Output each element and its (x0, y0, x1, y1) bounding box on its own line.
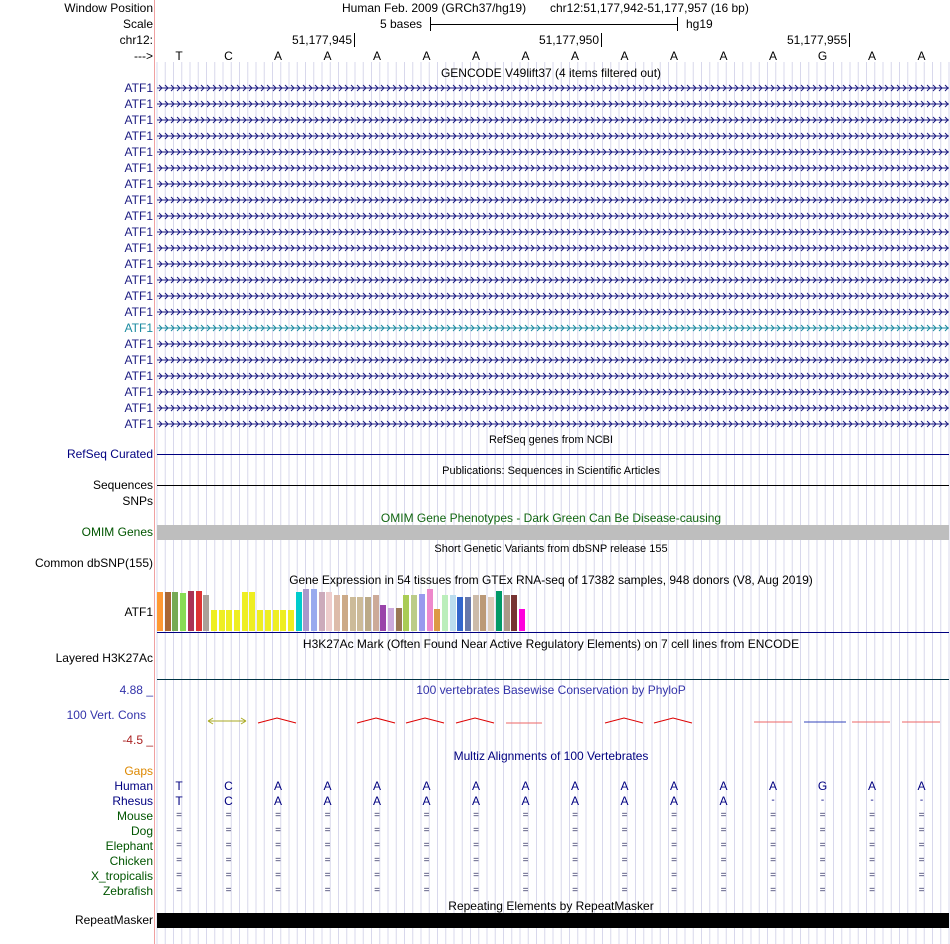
multiz-aligned-base: = (671, 810, 677, 821)
multiz-aligned-base: = (918, 840, 925, 851)
window-position-label: Window Position (64, 1, 153, 15)
multiz-aligned-base: A (669, 794, 678, 808)
multiz-aligned-base: = (522, 885, 529, 896)
multiz-aligned-base: = (473, 885, 479, 896)
phylop-score-mark (605, 718, 643, 723)
repeatmasker-bar[interactable] (157, 913, 949, 928)
gencode-title: GENCODE V49lift37 (4 items filtered out) (440, 66, 662, 80)
multiz-aligned-base: = (225, 840, 232, 851)
multiz-aligned-base: = (374, 885, 380, 896)
multiz-species-label[interactable]: Dog (130, 824, 153, 838)
multiz-aligned-base: = (819, 810, 826, 821)
multiz-aligned-base: = (621, 840, 628, 851)
multiz-aligned-base: = (770, 870, 776, 881)
multiz-species-label[interactable]: Elephant (105, 839, 153, 853)
sequence-base: A (669, 49, 678, 63)
chrom-label: chr12: (119, 33, 153, 47)
multiz-aligned-base: A (323, 779, 332, 793)
multiz-aligned-base: A (521, 779, 530, 793)
multiz-aligned-base: A (570, 779, 579, 793)
phylop-score-mark (654, 718, 692, 723)
omim-title: OMIM Gene Phenotypes - Dark Green Can Be Disease-causing (380, 511, 722, 525)
multiz-aligned-base: A (867, 779, 876, 793)
sequence-base: A (422, 49, 431, 63)
multiz-title: Multiz Alignments of 100 Vertebrates (453, 749, 649, 763)
multiz-species-label[interactable]: Rhesus (112, 794, 153, 808)
multiz-aligned-base: = (324, 885, 331, 896)
multiz-aligned-base: = (621, 885, 628, 896)
gencode-transcript-label[interactable]: ATF1 (124, 305, 153, 319)
multiz-aligned-base: = (225, 855, 232, 866)
sequence-base: A (372, 49, 381, 63)
multiz-aligned-base: = (176, 855, 182, 866)
multiz-aligned-base: = (572, 825, 578, 836)
refseq-title: RefSeq genes from NCBI (488, 434, 614, 446)
multiz-aligned-base: = (572, 870, 578, 881)
conservation-max: 4.88 _ (119, 683, 153, 697)
publications-title: Publications: Sequences in Scientific Articles (442, 465, 660, 477)
sequence-base: A (570, 49, 579, 63)
multiz-aligned-base: = (819, 855, 826, 866)
multiz-aligned-base: A (422, 794, 431, 808)
multiz-aligned-base: = (522, 810, 529, 821)
multiz-aligned-base: = (572, 840, 578, 851)
multiz-aligned-base: = (770, 810, 776, 821)
gtex-title: Gene Expression in 54 tissues from GTEx RNA-seq of 17382 samples, 948 donors (V8, Aug 2019) (289, 573, 813, 587)
gencode-transcript-label[interactable]: ATF1 (124, 193, 153, 207)
multiz-aligned-base: = (869, 885, 875, 896)
multiz-aligned-base: = (720, 840, 727, 851)
conservation-min: -4.5 _ (122, 733, 153, 747)
sequence-base: T (175, 49, 183, 63)
gencode-transcript-label[interactable]: ATF1 (124, 241, 153, 255)
refseq-label[interactable]: RefSeq Curated (66, 447, 153, 461)
sequence-base: C (224, 49, 233, 63)
multiz-species-label[interactable]: X_tropicalis (90, 869, 153, 883)
multiz-aligned-base: = (819, 885, 826, 896)
gencode-transcript-label[interactable]: ATF1 (124, 81, 153, 95)
multiz-aligned-base: = (374, 810, 380, 821)
multiz-aligned-base: = (225, 810, 232, 821)
multiz-aligned-base: = (869, 855, 875, 866)
repeatmasker-title: Repeating Elements by RepeatMasker (448, 899, 654, 913)
multiz-aligned-base: = (374, 855, 380, 866)
multiz-species-label[interactable]: Zebrafish (102, 884, 153, 898)
position-readout: chr12:51,177,942-51,177,957 (16 bp) (550, 1, 749, 15)
multiz-aligned-base: - (820, 795, 825, 806)
multiz-aligned-base: = (572, 810, 578, 821)
multiz-species-label[interactable]: Human (114, 779, 153, 793)
multiz-aligned-base: = (473, 840, 479, 851)
multiz-aligned-base: = (522, 840, 529, 851)
gencode-transcript-label[interactable]: ATF1 (124, 273, 153, 287)
scale-db: hg19 (686, 17, 713, 31)
multiz-aligned-base: - (870, 795, 874, 806)
multiz-aligned-base: = (176, 825, 182, 836)
multiz-aligned-base: = (225, 885, 232, 896)
multiz-aligned-base: = (819, 870, 826, 881)
multiz-aligned-base: = (720, 870, 727, 881)
multiz-aligned-base: = (225, 870, 232, 881)
multiz-aligned-base: = (621, 870, 628, 881)
conservation-label[interactable]: 100 Vert. Cons (66, 708, 146, 722)
multiz-aligned-base: A (917, 779, 926, 793)
multiz-aligned-base: = (671, 840, 677, 851)
multiz-aligned-base: = (275, 840, 281, 851)
multiz-aligned-base: = (374, 825, 380, 836)
multiz-aligned-base: A (273, 794, 282, 808)
tick-label-2: 51,177,950 (538, 33, 599, 47)
multiz-aligned-base: = (423, 840, 430, 851)
multiz-aligned-base: = (671, 885, 677, 896)
multiz-aligned-base: - (919, 795, 924, 806)
multiz-aligned-base: = (473, 810, 479, 821)
multiz-aligned-base: = (275, 810, 281, 821)
multiz-aligned-base: = (819, 840, 826, 851)
multiz-aligned-base: A (669, 779, 678, 793)
repeatmasker-label[interactable]: RepeatMasker (74, 913, 153, 927)
multiz-aligned-base: = (522, 825, 529, 836)
multiz-aligned-base: = (473, 825, 479, 836)
multiz-aligned-base: = (225, 825, 232, 836)
multiz-aligned-base: = (572, 885, 578, 896)
multiz-aligned-base: = (621, 810, 628, 821)
multiz-aligned-base: = (918, 870, 925, 881)
gencode-transcript-label[interactable]: ATF1 (124, 369, 153, 383)
sequence-base: A (521, 49, 530, 63)
multiz-aligned-base: A (521, 794, 530, 808)
multiz-aligned-base: = (671, 870, 677, 881)
gencode-transcript-label[interactable]: ATF1 (124, 321, 153, 335)
multiz-aligned-base: = (671, 855, 677, 866)
multiz-aligned-base: = (869, 810, 875, 821)
gencode-transcript-label[interactable]: ATF1 (124, 209, 153, 223)
gencode-transcript-label[interactable]: ATF1 (124, 257, 153, 271)
multiz-aligned-base: A (422, 779, 431, 793)
multiz-aligned-base: = (473, 855, 479, 866)
multiz-aligned-base: = (720, 810, 727, 821)
multiz-aligned-base: G (817, 779, 828, 793)
multiz-aligned-base: A (471, 794, 480, 808)
multiz-species-label[interactable]: Mouse (116, 809, 153, 823)
multiz-aligned-base: = (770, 885, 776, 896)
sequence-base: A (273, 49, 282, 63)
multiz-aligned-base: A (620, 794, 629, 808)
multiz-aligned-base: = (869, 870, 875, 881)
gencode-transcript-label[interactable]: ATF1 (124, 225, 153, 239)
multiz-aligned-base: = (423, 885, 430, 896)
phylop-score-mark (406, 718, 444, 723)
conservation-title: 100 vertebrates Basewise Conservation by PhyloP (416, 683, 686, 697)
multiz-aligned-base: = (671, 825, 677, 836)
gencode-transcript-label[interactable]: ATF1 (124, 177, 153, 191)
sequence-base: A (323, 49, 332, 63)
multiz-aligned-base: = (918, 855, 925, 866)
multiz-aligned-base: = (572, 855, 578, 866)
multiz-aligned-base: A (323, 794, 332, 808)
multiz-aligned-base: = (770, 825, 776, 836)
h3k27ac-label[interactable]: Layered H3K27Ac (55, 651, 153, 665)
sequence-base: A (768, 49, 777, 63)
multiz-aligned-base: = (176, 810, 182, 821)
tick-label-1: 51,177,945 (291, 33, 352, 47)
assembly-title: Human Feb. 2009 (GRCh37/hg19) (342, 1, 527, 15)
multiz-aligned-base: = (324, 825, 331, 836)
sequence-base: A (867, 49, 876, 63)
dbsnp-title: Short Genetic Variants from dbSNP release 155 (434, 543, 668, 555)
multiz-aligned-base: = (423, 810, 430, 821)
multiz-aligned-base: A (471, 779, 480, 793)
multiz-aligned-base: = (819, 825, 826, 836)
gencode-transcript-label[interactable]: ATF1 (124, 337, 153, 351)
multiz-aligned-base: = (374, 840, 380, 851)
multiz-aligned-base: = (423, 855, 430, 866)
strand-label: ---> (134, 49, 153, 63)
gencode-transcript-label[interactable]: ATF1 (124, 113, 153, 127)
scale-value: 5 bases (380, 17, 423, 31)
dbsnp-label[interactable]: Common dbSNP(155) (34, 556, 153, 570)
multiz-aligned-base: C (224, 794, 233, 808)
multiz-aligned-base: = (176, 870, 182, 881)
multiz-aligned-base: A (273, 779, 282, 793)
multiz-aligned-base: = (275, 825, 281, 836)
multiz-aligned-base: = (621, 825, 628, 836)
snps-label[interactable]: SNPs (122, 494, 153, 508)
tick-label-3: 51,177,955 (786, 33, 847, 47)
phylop-score-mark (357, 718, 395, 723)
gtex-label[interactable]: ATF1 (124, 605, 153, 619)
multiz-aligned-base: = (918, 810, 925, 821)
multiz-aligned-base: = (275, 885, 281, 896)
multiz-species-label[interactable]: Chicken (109, 854, 153, 868)
multiz-aligned-base: = (720, 855, 727, 866)
multiz-aligned-base: T (175, 794, 183, 808)
multiz-aligned-base: A (372, 779, 381, 793)
gencode-transcript-label[interactable]: ATF1 (124, 353, 153, 367)
multiz-aligned-base: = (324, 855, 331, 866)
multiz-aligned-base: A (719, 794, 728, 808)
multiz-aligned-base: = (423, 870, 430, 881)
multiz-aligned-base: = (522, 870, 529, 881)
gencode-transcript-label[interactable]: ATF1 (124, 289, 153, 303)
multiz-aligned-base: = (473, 870, 479, 881)
sequence-base: A (917, 49, 926, 63)
multiz-aligned-base: - (771, 795, 775, 806)
multiz-aligned-base: = (275, 855, 281, 866)
multiz-aligned-base: = (176, 840, 182, 851)
multiz-aligned-base: = (324, 840, 331, 851)
gencode-transcript-label[interactable]: ATF1 (124, 417, 153, 431)
multiz-aligned-base: = (918, 825, 925, 836)
phylop-score-mark (208, 718, 246, 724)
omim-label[interactable]: OMIM Genes (81, 525, 153, 539)
multiz-aligned-base: T (175, 779, 183, 793)
multiz-aligned-base: = (770, 840, 776, 851)
gencode-transcript-label[interactable]: ATF1 (124, 161, 153, 175)
multiz-aligned-base: = (324, 870, 331, 881)
sequence-base: A (620, 49, 629, 63)
multiz-aligned-base: = (275, 870, 281, 881)
sequence-base: A (471, 49, 480, 63)
multiz-aligned-base: = (522, 855, 529, 866)
multiz-aligned-base: = (621, 855, 628, 866)
multiz-aligned-base: A (570, 794, 579, 808)
multiz-aligned-base: A (620, 779, 629, 793)
multiz-aligned-base: A (768, 779, 777, 793)
multiz-aligned-base: = (374, 870, 380, 881)
multiz-gaps-label: Gaps (124, 764, 153, 778)
sequence-base: A (719, 49, 728, 63)
multiz-aligned-base: = (720, 825, 727, 836)
gencode-transcript-label[interactable]: ATF1 (124, 97, 153, 111)
multiz-aligned-base: A (719, 779, 728, 793)
sequence-base: G (817, 49, 828, 63)
h3k27ac-title: H3K27Ac Mark (Often Found Near Active Regulatory Elements) on 7 cell lines from ENCODE (302, 637, 800, 651)
multiz-aligned-base: = (176, 885, 182, 896)
multiz-aligned-base: = (869, 825, 875, 836)
multiz-aligned-base: = (770, 855, 776, 866)
multiz-aligned-base: = (918, 885, 925, 896)
gencode-transcript-label[interactable]: ATF1 (124, 385, 153, 399)
multiz-aligned-base: = (324, 810, 331, 821)
multiz-aligned-base: = (423, 825, 430, 836)
phylop-score-mark (258, 718, 296, 723)
scale-label: Scale (122, 17, 153, 31)
gencode-transcript-label[interactable]: ATF1 (124, 401, 153, 415)
phylop-score-mark (456, 718, 494, 723)
multiz-aligned-base: C (224, 779, 233, 793)
publications-label[interactable]: Sequences (92, 478, 153, 492)
multiz-aligned-base: = (720, 885, 727, 896)
multiz-aligned-base: A (372, 794, 381, 808)
multiz-aligned-base: = (869, 840, 875, 851)
gencode-transcript-label[interactable]: ATF1 (124, 129, 153, 143)
gencode-transcript-label[interactable]: ATF1 (124, 145, 153, 159)
